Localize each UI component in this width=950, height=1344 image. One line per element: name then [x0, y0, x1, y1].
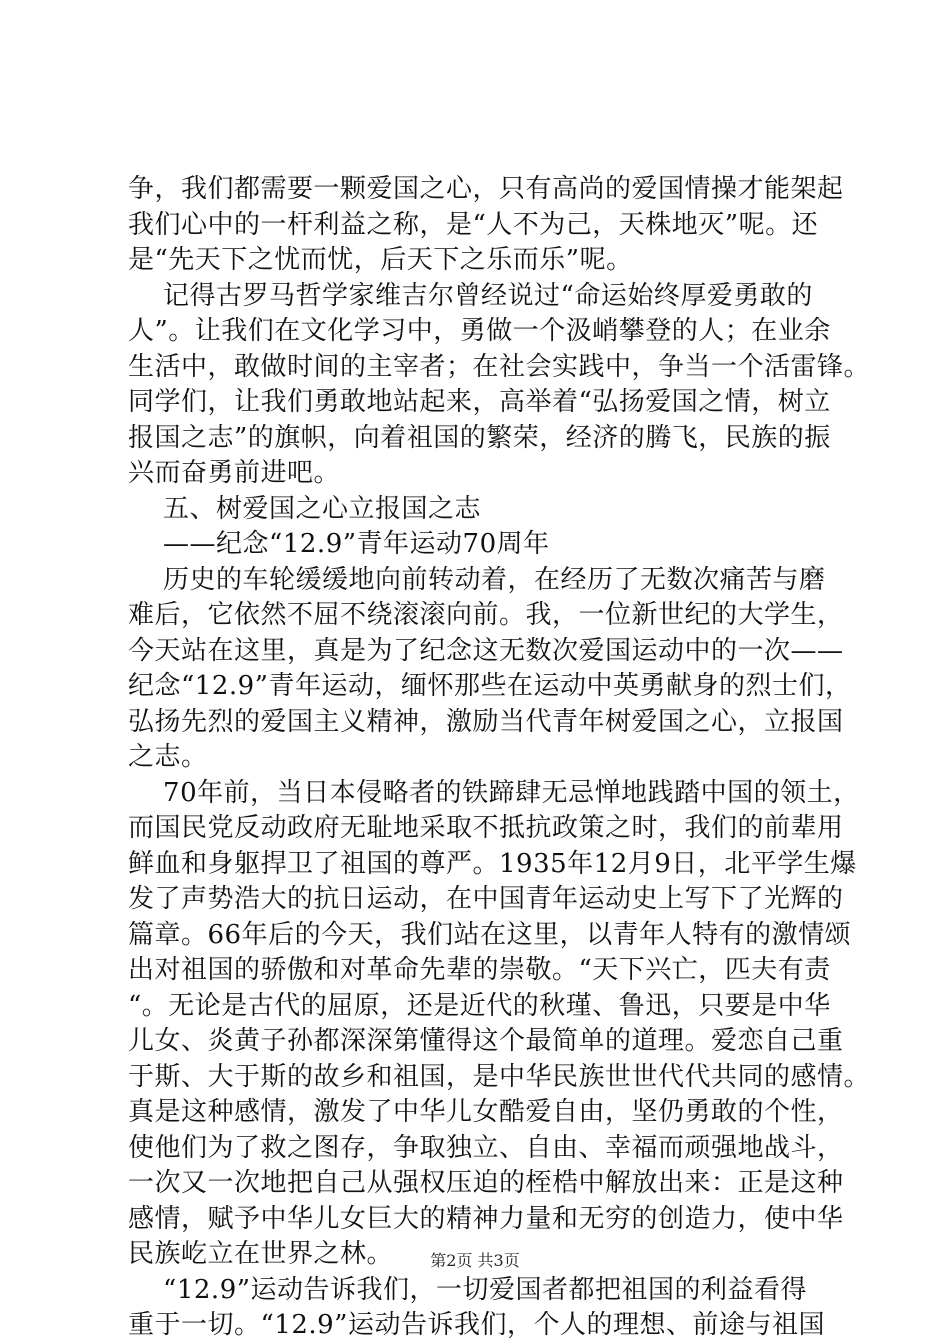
- text-line: 难后，它依然不屈不绕滚滚向前。我，一位新世纪的大学生，: [128, 600, 844, 630]
- text-line: 感情，赋予中华儿女巨大的精神力量和无穷的创造力，使中华: [128, 1203, 844, 1234]
- text-line: 报国之志”的旗帜，向着祖国的繁荣，经济的腾飞，民族的振: [128, 422, 831, 453]
- text-line: 争，我们都需要一颗爱国之心，只有高尚的爱国情操才能架起: [128, 174, 844, 204]
- text-line: 之志。: [128, 742, 208, 772]
- page-footer: 第2页 共3页: [430, 1251, 520, 1270]
- document-body: [128, 172, 871, 1344]
- text-line: 儿女、炎黄子孙都深深第懂得这个最简单的道理。爱恋自己重: [128, 1026, 844, 1056]
- text-line: 民族屹立在世界之林。: [128, 1239, 394, 1269]
- text-line: 使他们为了救之图存，争取独立、自由、幸福而顽强地战斗，: [128, 1132, 844, 1163]
- text-line: 于斯、大于斯的故乡和祖国，是中华民族世世代代共同的感情。: [128, 1061, 871, 1092]
- text-line: 鲜血和身躯捍卫了祖国的尊严。1935年12月9日，北平学生爆: [128, 848, 857, 879]
- text-line: 同学们，让我们勇敢地站起来，高举着“弘扬爱国之情，树立: [128, 387, 831, 417]
- text-line: 历史的车轮缓缓地向前转动着，在经历了无数次痛苦与磨: [128, 564, 826, 595]
- text-line: 70年前，当日本侵略者的铁蹄肆无忌惮地践踏中国的领土，: [128, 777, 860, 808]
- text-line: 今天站在这里，真是为了纪念这无数次爱国运动中的一次——: [128, 635, 844, 666]
- text-line: 发了声势浩大的抗日运动，在中国青年运动史上写下了光辉的: [128, 884, 844, 914]
- text-line: 弘扬先烈的爱国主义精神，激励当代青年树爱国之心，立报国: [128, 706, 844, 737]
- text-line: 记得古罗马哲学家维吉尔曾经说过“命运始终厚爱勇敢的: [128, 280, 813, 311]
- text-line: 篇章。66年后的今天，我们站在这里，以青年人特有的激情颂: [128, 919, 852, 950]
- text-line: 出对祖国的骄傲和对革命先辈的崇敬。“天下兴亡，匹夫有责: [128, 955, 831, 985]
- text-line: “。无论是古代的屈原，还是近代的秋瑾、鲁迅，只要是中华: [128, 990, 831, 1021]
- text-line: 兴而奋勇前进吧。: [128, 458, 341, 488]
- text-line: 生活中，敢做时间的主宰者；在社会实践中，争当一个活雷锋。: [128, 351, 871, 382]
- text-line: 而国民党反动政府无耻地采取不抵抗政策之时，我们的前辈用: [128, 813, 844, 843]
- text-line: 我们心中的一杆利益之称，是“人不为己，天株地灭”呢。还: [128, 209, 819, 240]
- section-heading: 五、树爱国之心立报国之志: [128, 493, 482, 524]
- section-subtitle: ——纪念“12.9”青年运动70周年: [128, 529, 550, 559]
- text-line: 重于一切。“12.9”运动告诉我们，个人的理想、前途与祖国: [128, 1310, 825, 1340]
- text-line: 人”。让我们在文化学习中，勇做一个汲峭攀登的人；在业余: [128, 316, 831, 346]
- text-line: “12.9”运动告诉我们，一切爱国者都把祖国的利益看得: [128, 1274, 808, 1305]
- text-line: 是“先天下之忧而忧，后天下之乐而乐”呢。: [128, 245, 633, 275]
- text-line: 真是这种感情，激发了中华儿女酷爱自由，坚仍勇敢的个性，: [128, 1097, 844, 1127]
- text-line: 纪念“12.9”青年运动，缅怀那些在运动中英勇献身的烈士们，: [128, 671, 852, 701]
- text-line: 一次又一次地把自己从强权压迫的桎梏中解放出来：正是这种: [128, 1168, 844, 1198]
